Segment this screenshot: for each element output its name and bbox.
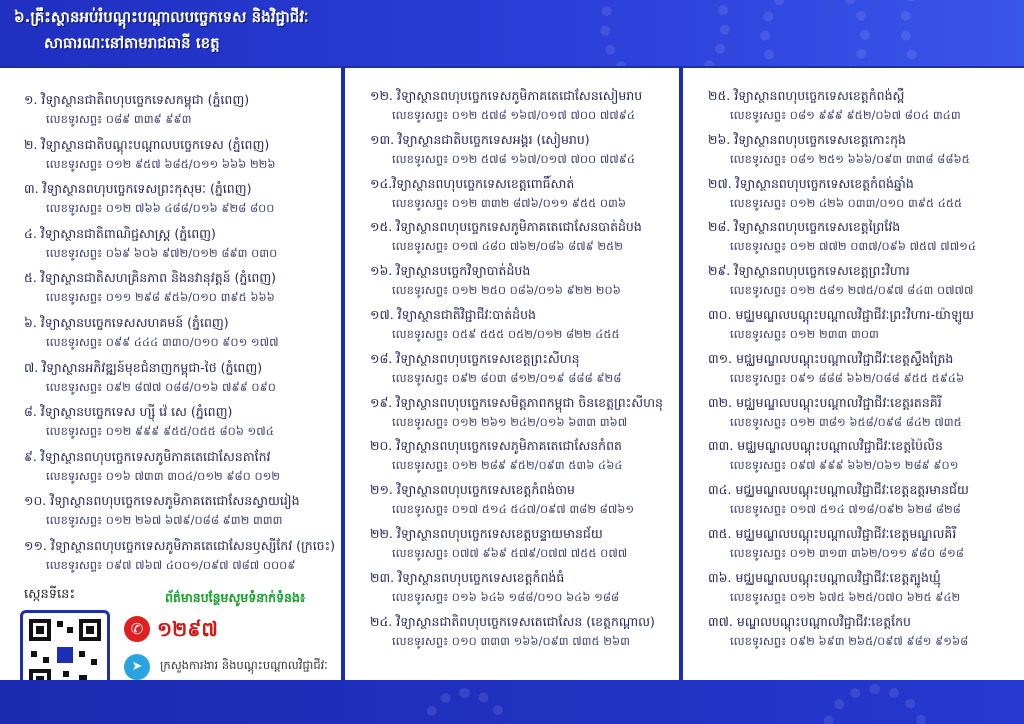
- institution-phone: លេខទូរសព្ទ៖ ០៨១ ២៥១ ៦៦៦/០៩៣ ៣៣៨ ៨៨៦៥: [730, 151, 970, 166]
- institution-phone: លេខទូរសព្ទ៖ ០៩៧ ៩៩៩ ៦៦២/០៦១ ២៨៩ ៩០១: [730, 458, 959, 473]
- institution-name: ២៩. វិទ្យាស្ថានពហុបច្ចេកទេសខេត្តព្រះវិហារ: [708, 263, 910, 279]
- institution-name: ៣៦. មជ្ឈមណ្ឌលបណ្តុះបណ្តាលវិជ្ជាជីវៈខេត្តត្បូងឃ្មុំ: [708, 569, 941, 585]
- institution-name: ៣៥. មជ្ឈមណ្ឌលបណ្តុះបណ្តាលវិជ្ជាជីវៈខេត្តមណ្ឌលគិរី: [708, 526, 957, 541]
- institution-phone: លេខទូរសព្ទ៖ ០៥៩ ៥៥៥ ០៥២/០១២ ៨២២ ៤៥៥: [392, 327, 620, 341]
- institution-name: ៥. វិទ្យាស្ថានជាតិសហគ្រិនភាព និងនវានុវត្តន៍ (ភ្នំពេញ): [24, 270, 277, 286]
- institution-phone: លេខទូរសព្ទ៖ ០១២ ២៦៧ ៦៧៩/០៨៨ ៩៣២ ៣៣៣: [46, 513, 283, 528]
- institution-phone: លេខទូរសព្ទ៖ ០១២ ៣៣២ ៨៧៦/០១១ ៩៥៥ ០៣៦: [392, 195, 627, 210]
- institution-name: ២១. វិទ្យាស្ថានពហុបច្ចេកទេសខេត្តកំពង់ចាម: [370, 482, 575, 498]
- institution-phone: លេខទូរសព្ទ៖ ០៨៩ ៣៣៩ ៩៩៣: [46, 112, 192, 126]
- institution-name: ១៨. វិទ្យាស្ថានពហុបច្ចេកទេសខេត្តព្រះសីហនុ: [370, 350, 580, 366]
- institution-name: ២៤. វិទ្យាស្ថានជាតិពហុបច្ចេកទេសតេជោសែន (ខេត្តកណ្តាល): [370, 613, 655, 629]
- institution-name: ២០. វិទ្យាស្ថានពហុបច្ចេកទេសភូមិភាគតេជោសែនកំពត: [370, 438, 622, 454]
- gear-decoration: [900, 0, 1024, 66]
- institution-phone: លេខទូរសព្ទ៖ ០១២ ២៥០ ០៨៦/០១៦ ៩២២ ២០៦: [392, 283, 621, 298]
- institution-phone: លេខទូរសព្ទ៖ ០១៧ ៥១៤ ៧១៨/០៩២ ៦២៨ ៨២៨: [730, 502, 961, 517]
- institution-phone: លេខទូរសព្ទ៖ ០១១ ២៩៨ ៩៥៦/០១០ ៣៩៥ ៦៦៦: [46, 290, 275, 305]
- institution-name: ៣៤. មជ្ឈមណ្ឌលបណ្តុះបណ្តាលវិជ្ជាជីវៈខេត្តឧត្តរមានជ័យ: [708, 482, 969, 498]
- institution-name: ៦. វិទ្យាស្ថានបច្ចេកទេសសហគមន៍ (ភ្នំពេញ): [24, 315, 229, 330]
- institution-phone: លេខទូរសព្ទ៖ ០១៧ ៤៨០ ៧៦២/០៨៦ ៨៧៩ ២៥២: [392, 239, 623, 254]
- institution-phone: លេខទូរសព្ទ៖ ០១២ ២៣៣ ៣០៣: [730, 327, 879, 341]
- page-title: ៦.គ្រឹះស្ថានអប់រំបណ្តុះបណ្តាលបច្ចេកទេស និងវិជ្ជាជីវៈ: [14, 8, 309, 26]
- gear-decoration: [820, 684, 930, 724]
- institution-phone: លេខទូរសព្ទ៖ ០១២ ៩៥៧ ៦៨៥/០១១ ៦៦៦ ២២៦: [46, 156, 276, 171]
- info-label: ព័ត៌មានបន្ថែមសូមទំនាក់ទំនង៖: [165, 590, 306, 605]
- institution-name: ៣១. មជ្ឈមណ្ឌលបណ្តុះបណ្តាលវិជ្ជាជីវៈខេត្តស្ទឹងត្រែង: [708, 350, 954, 366]
- institution-phone: លេខទូរសព្ទ៖ ០៨១ ៩៩៩ ៩៥២/០៦៧ ៨០៤ ៣៤៣: [730, 108, 961, 122]
- institution-phone: លេខទូរសព្ទ៖ ០៩២ ៦៩៣ ២៦៥/០៩៧ ៩៨១ ៩១៦៨: [730, 633, 969, 648]
- gear-decoration: [600, 0, 730, 66]
- phone-icon: ✆: [124, 616, 150, 642]
- institution-phone: លេខទូរសព្ទ៖ ០៩៩ ៤៤៤ ៣៣០/០១០ ៩០១ ១៧៧: [46, 335, 279, 349]
- institution-name: ៣. វិទ្យាស្ថានពហុបច្ចេកទេសព្រះកុសុមៈ (ភ្នំពេញ): [24, 181, 252, 197]
- scan-label: ស្កេនទីនេះ: [24, 587, 76, 602]
- institution-phone: លេខទូរសព្ទ៖ ០១២ ៥៧៨ ១៦៧/០១៧ ៧០០ ៧៧៩៤: [392, 151, 635, 166]
- institution-name: ២. វិទ្យាស្ថានជាតិបណ្តុះបណ្តាលបច្ចេកទេស (ភ្នំពេញ): [24, 136, 270, 152]
- institution-name: ៣៧. មណ្ឌលបណ្តុះបណ្តាលវិជ្ជាជីវៈខេត្តកែប: [708, 613, 911, 629]
- institution-phone: លេខទូរសព្ទ៖ ០៩២ ៨០៣ ៨១២/០១៩ ៨៨៨ ៩២៨: [392, 370, 622, 385]
- institution-phone: លេខទូរសព្ទ៖ ០១២ ៥៧៨ ១៦៧/០១៧ ៧០០ ៧៧៩៤: [392, 108, 635, 122]
- institution-phone: លេខទូរសព្ទ៖ ០១២ ៣១៣ ៣៦២/០១១ ៩៨០ ៨១៨: [730, 546, 964, 560]
- institution-name: ១២. វិទ្យាស្ថានពហុបច្ចេកទេសភូមិភាគតេជោសែនសៀមរាប: [370, 88, 643, 103]
- institution-name: ១០. វិទ្យាស្ថានពហុបច្ចេកទេសភូមិភាគតេជោសែនស្វាយរៀង: [24, 493, 300, 509]
- header-banner: [0, 0, 1024, 66]
- institution-name: ២៨. វិទ្យាស្ថានពហុបច្ចេកទេសខេត្តព្រៃវែង: [708, 219, 901, 235]
- institution-phone: លេខទូរសព្ទ៖ ០៩១ ៨៨៨ ៦៦២/០៨៨ ៩៥៥ ៥៩៤៦: [730, 370, 965, 385]
- institution-phone: លេខទូរសព្ទ៖ ០៦៩ ៦០៦ ៩៧២/០១២ ៨៩៣ ០៣០: [46, 245, 278, 260]
- institution-name: ១៧. វិទ្យាស្ថានជាតិវិជ្ជាជីវៈបាត់ដំបង: [370, 307, 536, 322]
- institution-phone: លេខទូរសព្ទ៖ ០១៦ ៦៤៦ ១៨៨/០១០ ៦៤៦ ១៨៨: [392, 589, 620, 604]
- telegram-channel[interactable]: ក្រសួងការងារ និងបណ្តុះបណ្តាលវិជ្ជាជីវៈ: [160, 658, 328, 672]
- institution-phone: លេខទូរសព្ទ៖ ០១២ ២៨៩ ៩៥២/០៩៣ ៥៣៦ ៤៦៤: [392, 458, 623, 473]
- institution-name: ១៤.វិទ្យាស្ថានពហុបច្ចេកទេសខេត្តពោធិ៍សាត់: [370, 175, 575, 191]
- gear-decoration: [420, 688, 510, 724]
- institution-phone: លេខទូរសព្ទ៖ ០១២ ២៦១ ២៤២/០១៦ ៦៣៣ ៣៦៧: [392, 414, 628, 429]
- institution-name: ២៣. វិទ្យាស្ថានពហុបច្ចេកទេសខេត្តកំពង់ធំ: [370, 569, 565, 585]
- institution-name: ៧. វិទ្យាស្ថានអភិវឌ្ឍន៍មុខជំនាញកម្ពុជា-ថៃ (ភ្នំពេញ): [24, 359, 263, 375]
- institution-name: ១១. វិទ្យាស្ថានពហុបច្ចេកទេសភូមិភាគតេជោសែនឫស្សីកែវ (ក្រចេះ): [24, 538, 335, 553]
- institution-name: ១៥. វិទ្យាស្ថានពហុបច្ចេកទេសភូមិភាគតេជោសែនបាត់ដំបង: [370, 219, 642, 235]
- telegram-icon: ➤: [124, 654, 150, 680]
- institution-phone: លេខទូរសព្ទ៖ ០១២ ៥៨១ ២៧៥/០៩៧ ៨៤៣ ០៧៧៧: [730, 283, 974, 298]
- institution-name: ២២. វិទ្យាស្ថានពហុបច្ចេកទេសខេត្តបន្ទាយមានជ័យ: [370, 526, 603, 541]
- institution-name: ២៥. វិទ្យាស្ថានពហុបច្ចេកទេសខេត្តកំពង់ស្ពឺ: [708, 88, 905, 103]
- institution-name: ១៣. វិទ្យាស្ថានជាតិបច្ចេកទេសអង្គរ (សៀមរាប): [370, 131, 590, 147]
- institution-phone: លេខទូរសព្ទ៖ ០៩២ ៨៧៧ ០៨៨/០១៦ ៧៩៩ ០៩០: [46, 379, 276, 394]
- institution-name: ៨. វិទ្យាស្ថានបច្ចេកទេស ហ្ស៊ី វ៉េ សេ (ភ្នំពេញ): [24, 404, 233, 420]
- institution-name: ៤. វិទ្យាស្ថានជាតិពាណិជ្ជសាស្ត្រ (ភ្នំពេញ): [24, 225, 216, 241]
- page-subtitle: សាធារណៈនៅតាមរាជធានី ខេត្ត: [44, 34, 220, 52]
- institution-name: ២៧. វិទ្យាស្ថានពហុបច្ចេកទេសខេត្តកំពង់ឆ្នាំង: [708, 175, 914, 191]
- institution-phone: លេខទូរសព្ទ៖ ០១០ ៣៣៣ ១៦៦/០៩៣ ៧៣៥ ២៦៣: [392, 633, 630, 648]
- institution-name: ១៩. វិទ្យាស្ថានពហុបច្ចេកទេសមិត្តភាពកម្ពុជា ចិនខេត្តព្រះសីហនុ: [370, 394, 663, 410]
- institution-name: ១. វិទ្យាស្ថានជាតិពហុបច្ចេកទេសកម្ពុជា (ភ្នំពេញ): [24, 92, 250, 107]
- institution-phone: លេខទូរសព្ទ៖ ០៩៧ ៧៦៧ ៤០០១/០៩៧ ៧៨៧ ០០០៩: [46, 558, 296, 572]
- institution-phone: លេខទូរសព្ទ៖ ០១៧ ៥១៤ ៥៤៧/០៩៧ ៣៨២ ៨៧៦១: [392, 502, 635, 517]
- institution-name: ៣០. មជ្ឈមណ្ឌលបណ្តុះបណ្តាលវិជ្ជាជីវៈព្រះវិហារ-យ៉ាឡូយ: [708, 307, 975, 322]
- institution-phone: លេខទូរសព្ទ៖ ០៧៧ ៩៦៩ ៥៧៩/០៧៧ ៧៥៥ ០៧៧: [392, 546, 628, 560]
- institution-name: ៣៣. មជ្ឈមណ្ឌលបណ្តុះបណ្តាលវិជ្ជាជីវៈខេត្តប៉ៃលិន: [708, 438, 943, 454]
- institution-name: ១៦. វិទ្យាស្ថានបច្ចេកវិទ្យាបាត់ដំបង: [370, 263, 531, 279]
- footer-banner: [0, 680, 1024, 724]
- gear-decoration: [760, 0, 870, 66]
- institution-phone: លេខទូរសព្ទ៖ ០១២ ៧៧២ ០៣៧/០៩៦ ៧៥៧ ៧៧១៤: [730, 239, 976, 254]
- hotline-number[interactable]: ១២៩៧: [157, 617, 218, 641]
- institution-name: ៩. វិទ្យាស្ថានពហុបច្ចេកទេសភូមិភាគតេជោសែនតាកែវ: [24, 448, 271, 464]
- institution-phone: លេខទូរសព្ទ៖ ០១២ ៦៧៥ ៦២៥/០៧០ ៦២៥ ៩៤២: [730, 589, 961, 604]
- institution-phone: លេខទូរសព្ទ៖ ០១២ ៩៩៩ ៩៥៥/០៥៥ ៨០៦ ១៧៤: [46, 424, 274, 439]
- institution-name: ២៦. វិទ្យាស្ថានពហុបច្ចេកទេសខេត្តកោះកុង: [708, 131, 906, 147]
- institution-name: ៣២. មជ្ឈមណ្ឌលបណ្តុះបណ្តាលវិជ្ជាជីវៈខេត្តរតនគិរី: [708, 394, 942, 410]
- institution-phone: លេខទូរសព្ទ៖ ០១២ ៤២៦ ០៣៣/០១០ ៣៩៥ ៤៥៥: [730, 195, 963, 210]
- institution-phone: លេខទូរសព្ទ៖ ០១៦ ៧៣៣ ៣០៤/០១២ ៩៨០ ០១២: [46, 468, 281, 483]
- institution-phone: លេខទូរសព្ទ៖ ០១២ ៧៦៦ ៤៨៨/០១៦ ៩២៨ ៨០០: [46, 201, 275, 216]
- institution-phone: លេខទូរសព្ទ៖ ០១២ ៣៨១ ៦៥៨/០៩៨ ៨៤២ ៧៣៥: [730, 414, 962, 429]
